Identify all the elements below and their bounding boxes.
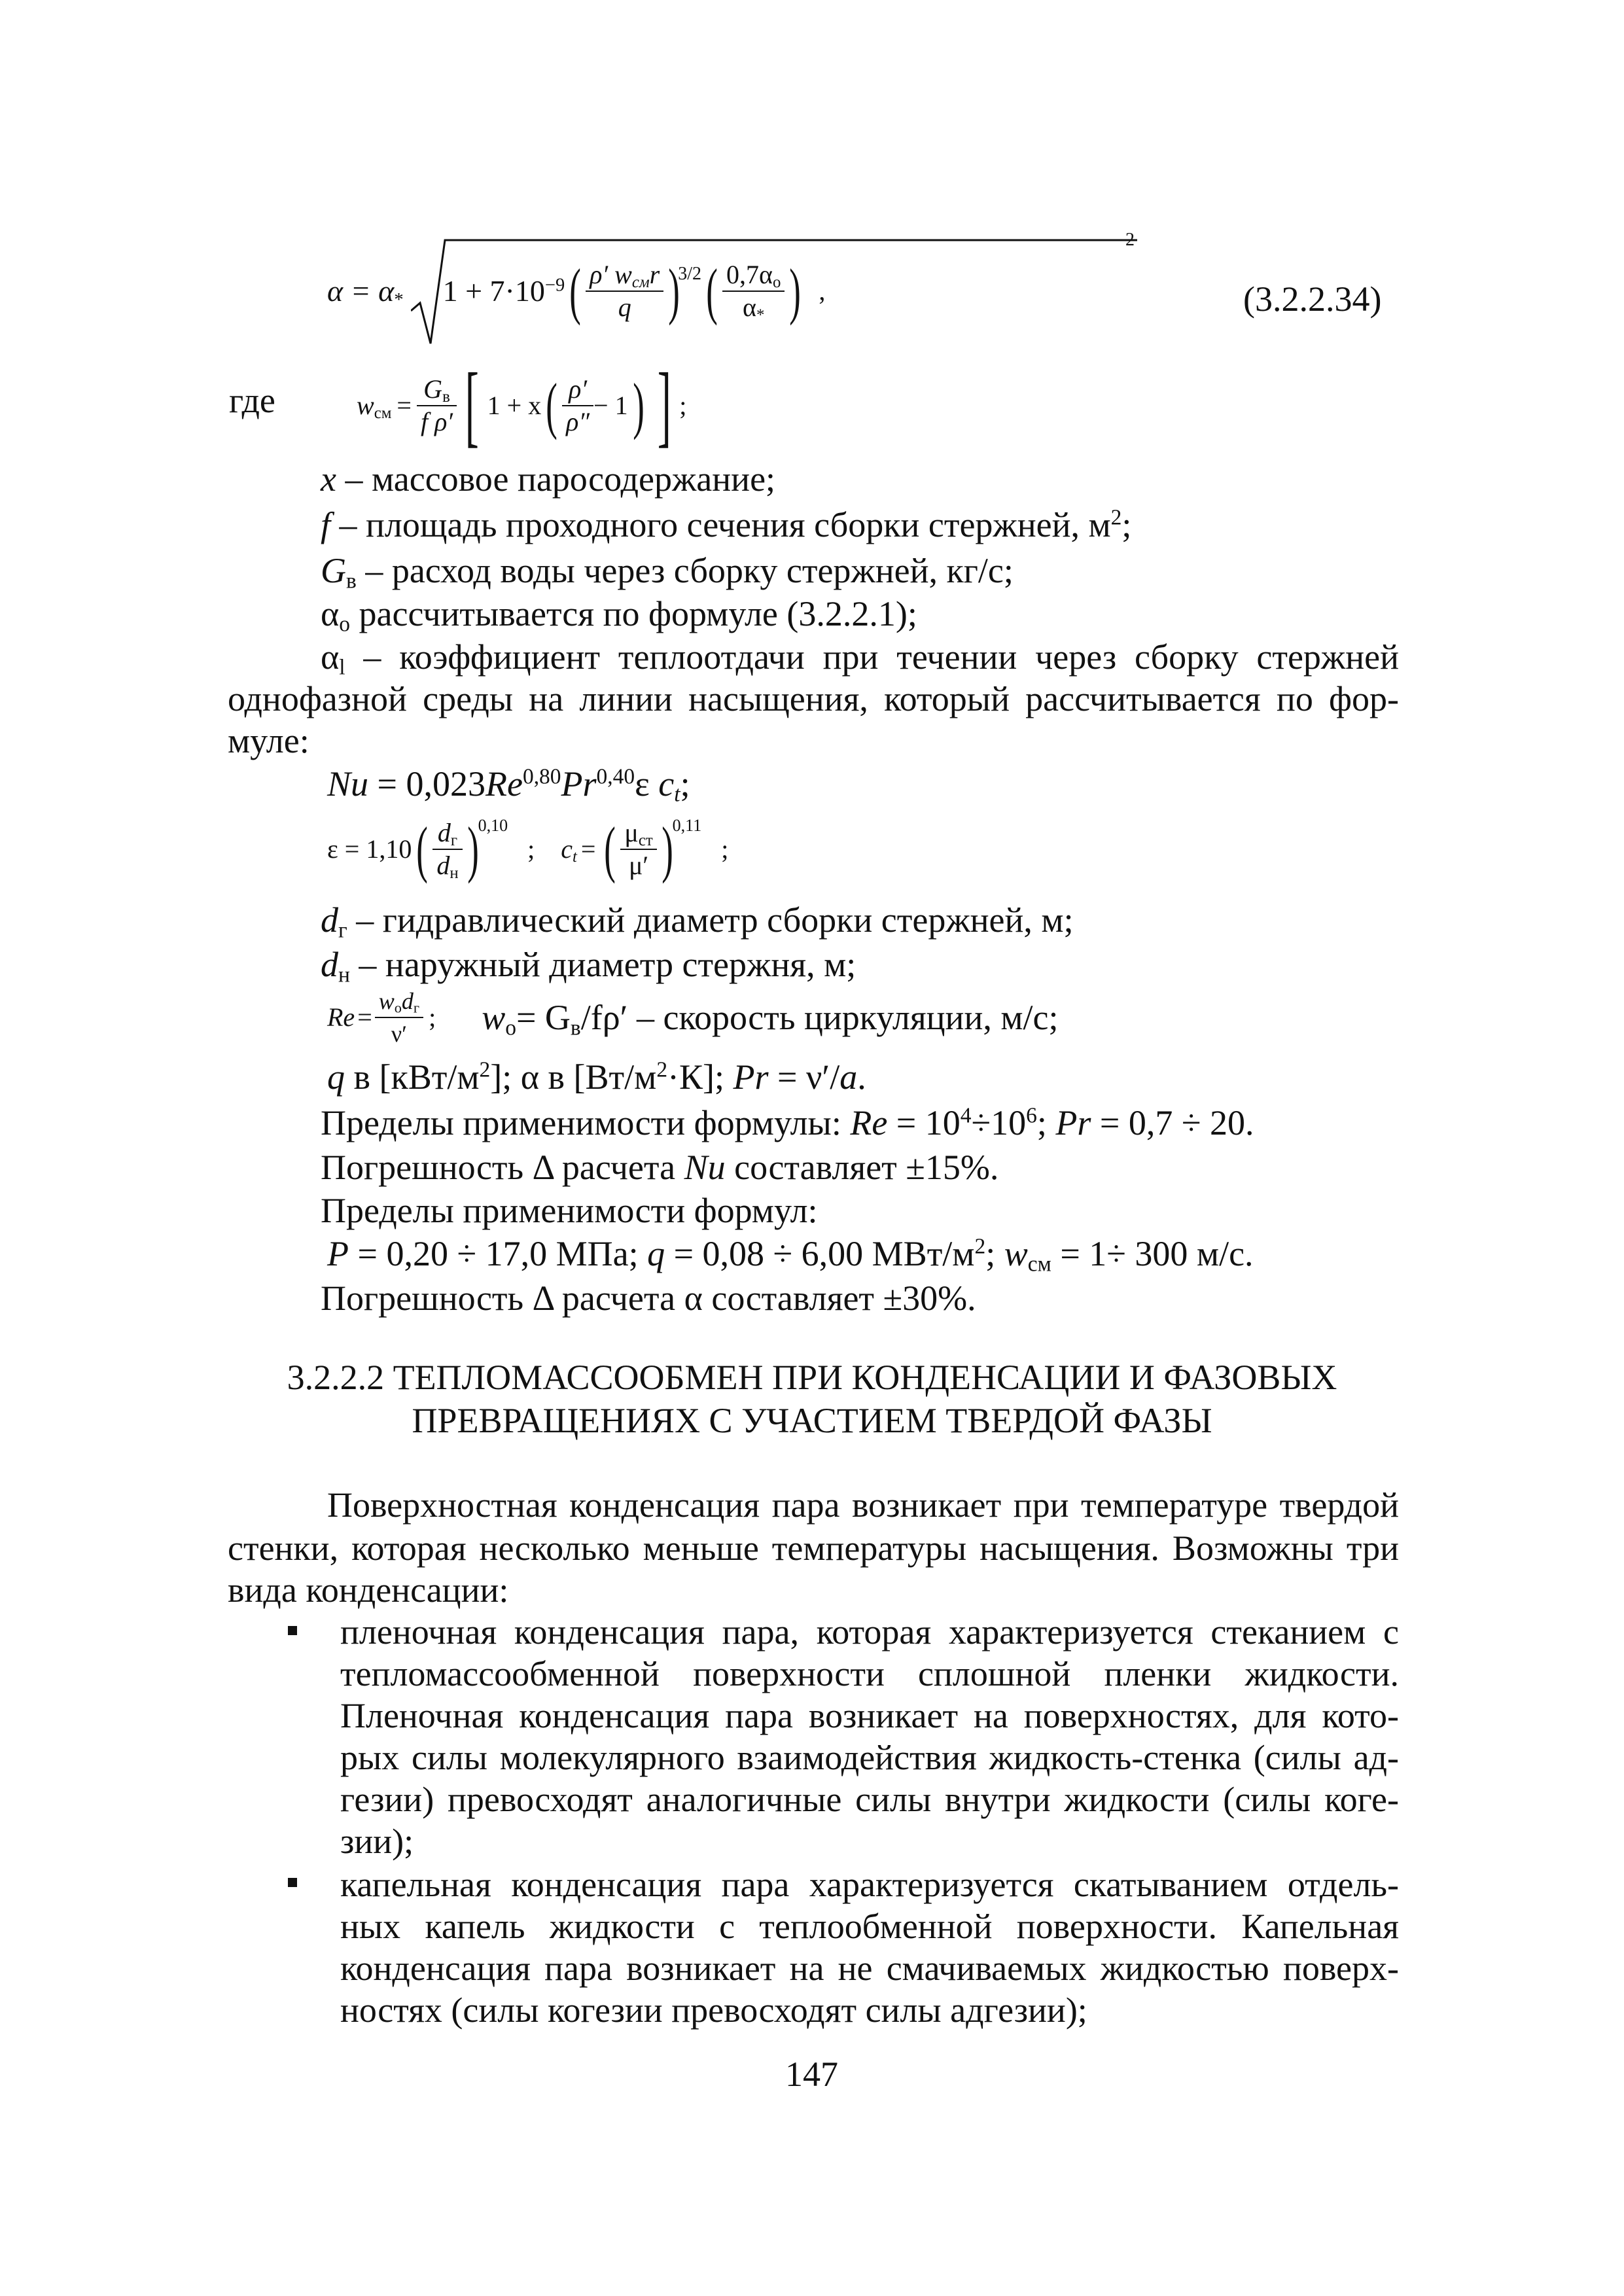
paren-close-2: ): [789, 256, 802, 326]
paren-open-4: (: [416, 814, 429, 884]
bracket-close: ]: [657, 355, 671, 456]
bracket-open: [: [465, 355, 479, 456]
bullet2-line-3: конденсация пара возникает на не смачиваемых жидкостью поверх-: [340, 1949, 1399, 1988]
bullet2-line-2: ных капель жидкости с теплообменной поверхности. Капельная: [340, 1907, 1399, 1946]
bullet-marker-1: [288, 1626, 297, 1635]
paren-open-3: (: [546, 370, 557, 440]
fraction-re: $\frac{w_оd_г}{\nu'}$: [375, 985, 423, 1050]
alpha-lhs: $\alpha = \alpha_*$: [327, 274, 404, 311]
def-dg: $d_г$ – гидравлический диаметр сборки стержней, м;: [321, 900, 1074, 943]
comma: ,: [819, 276, 826, 306]
limits-formulas-2: P = 0,20 ÷ 17,0 МПа; q = 0,08 ÷ 6,00 МВт/$м^2$; $w_{см} = 1\div 300$ м/с.: [327, 1234, 1254, 1277]
fraction-rho-ratio: $\frac{\rho'}{\rho''}$: [562, 374, 593, 438]
def-x: x – массовое паросодержание;: [321, 459, 776, 499]
fraction-alpha0-alpha: $\frac{0,7\alpha_о}{\alpha_*}$: [722, 259, 785, 323]
paren-open-2: (: [706, 256, 718, 326]
bullet2-line-4: ностях (силы когезии превосходят силы адгезии);: [340, 1990, 1087, 2030]
fraction-rho-w-r: $\frac{\rho' w_{см}r}{q}$: [586, 259, 663, 323]
bullet1-line-3: Пленочная конденсация пара возникает на поверхностях, для кото-: [340, 1696, 1399, 1735]
paren-close: ): [668, 256, 680, 326]
where-label: где: [229, 381, 275, 420]
bullet-marker-2: [288, 1878, 297, 1887]
error-nu: Погрешность Δ расчета Nu составляет ±15%.: [321, 1148, 999, 1187]
page-number: 147: [785, 2055, 838, 2094]
outer-exponent: 2: [1125, 230, 1135, 250]
def-gv: $G_в$ – расход воды через сборку стержней, кг/с;: [321, 551, 1014, 593]
exponent-3-2: 3/2: [678, 264, 701, 284]
def-f: f – площадь проходного сечения сборки стержней, $м^2$;: [321, 505, 1132, 544]
bullet1-line-5: гезии) превосходят аналогичные силы внутри жидкости (силы коге-: [340, 1780, 1399, 1819]
limits-formula-1: Пределы применимости формулы: $Re = 10^4\div 10^6$; Pr = 0,7 ÷ 20.: [321, 1103, 1254, 1142]
radicand-start: $1 + 7\cdot 10^{-9}$: [442, 274, 565, 308]
re-formula: Re = $\frac{w_оd_г}{\nu'}$ ; $w_о= G_в/f\rho'$ – скорость циркуляции, м/с;: [327, 981, 1059, 1053]
para-line-3: вида конденсации:: [228, 1570, 509, 1610]
def-dn: $d_н$ – наружный диаметр стержня, м;: [321, 945, 856, 987]
eps-formula: ε = 1,10 ( $\frac{d_г}{d_н}$ ) 0,10 ; $c_t$ = ( $\frac{\mu_{ст}}{\mu'}$ ) 0,11 ;: [327, 814, 729, 884]
nu-formula: Nu = 0,023Re$^{0,80}$Pr$^{0,40}$ε $c_t$;: [327, 764, 690, 807]
paren-close-5: ): [661, 814, 673, 884]
fraction-g-f-rho: $\frac{G_в}{\text{f ρ′}}$: [417, 374, 457, 438]
paren-open-5: (: [604, 814, 616, 884]
formula-wsm: $w_{см}$ = $\frac{G_в}{\text{f ρ′}}$ [ 1 + x ( $\frac{\rho'}{\rho''}$ − 1 ) ] ;: [357, 355, 687, 456]
bullet2-line-1: капельная конденсация пара характеризуется скатыванием отдель-: [340, 1865, 1399, 1904]
bullet1-line-2: тепломассообменной поверхности сплошной пленки жидкости.: [340, 1654, 1399, 1693]
bullet1-line-6: зии);: [340, 1822, 414, 1861]
equation-number: (3.2.2.34): [1243, 279, 1382, 319]
alpha1-line3: муле:: [228, 721, 309, 760]
alpha1-line1: $\alpha_l$ – коэффициент теплоотдачи при течении через сборку стержней: [321, 637, 1399, 680]
paren-open: (: [569, 256, 581, 326]
bullet1-line-1: пленочная конденсация пара, которая характеризуется стеканием с: [340, 1612, 1399, 1651]
paren-close-4: ): [467, 814, 479, 884]
section-heading-line2: ПРЕВРАЩЕНИЯХ С УЧАСТИЕМ ТВЕРДОЙ ФАЗЫ: [412, 1401, 1212, 1440]
alpha1-line2: однофазной среды на линии насыщения, который рассчитывается по фор-: [228, 679, 1399, 718]
limits-formulas-title: Пределы применимости формул:: [321, 1191, 818, 1230]
fraction-dg-dn: $\frac{d_г}{d_н}$: [432, 817, 462, 881]
para-line-2: стенки, которая несколько меньше температуры насыщения. Возможны три: [228, 1528, 1399, 1568]
bullet1-line-4: рых силы молекулярного взаимодействия жидкость-стенка (силы ад-: [340, 1738, 1399, 1777]
def-alpha0: $\alpha_о$ рассчитывается по формуле (3.2.2.1);: [321, 594, 917, 637]
fraction-mu: $\frac{\mu_{ст}}{\mu'}$: [620, 817, 656, 881]
section-heading-line1: 3.2.2.2 ТЕПЛОМАССООБМЕН ПРИ КОНДЕНСАЦИИ И ФАЗОВЫХ: [287, 1358, 1337, 1397]
paren-close-3: ): [632, 370, 644, 440]
error-alpha: Погрешность Δ расчета α составляет ±30%.: [321, 1279, 976, 1318]
units-line: q в $[кВт/м^2]$; α в $[Вт/м^2\cdot К]$; Pr = ν′/a.: [327, 1057, 866, 1097]
para-line-1: Поверхностная конденсация пара возникает при температуре твердой: [327, 1485, 1399, 1525]
